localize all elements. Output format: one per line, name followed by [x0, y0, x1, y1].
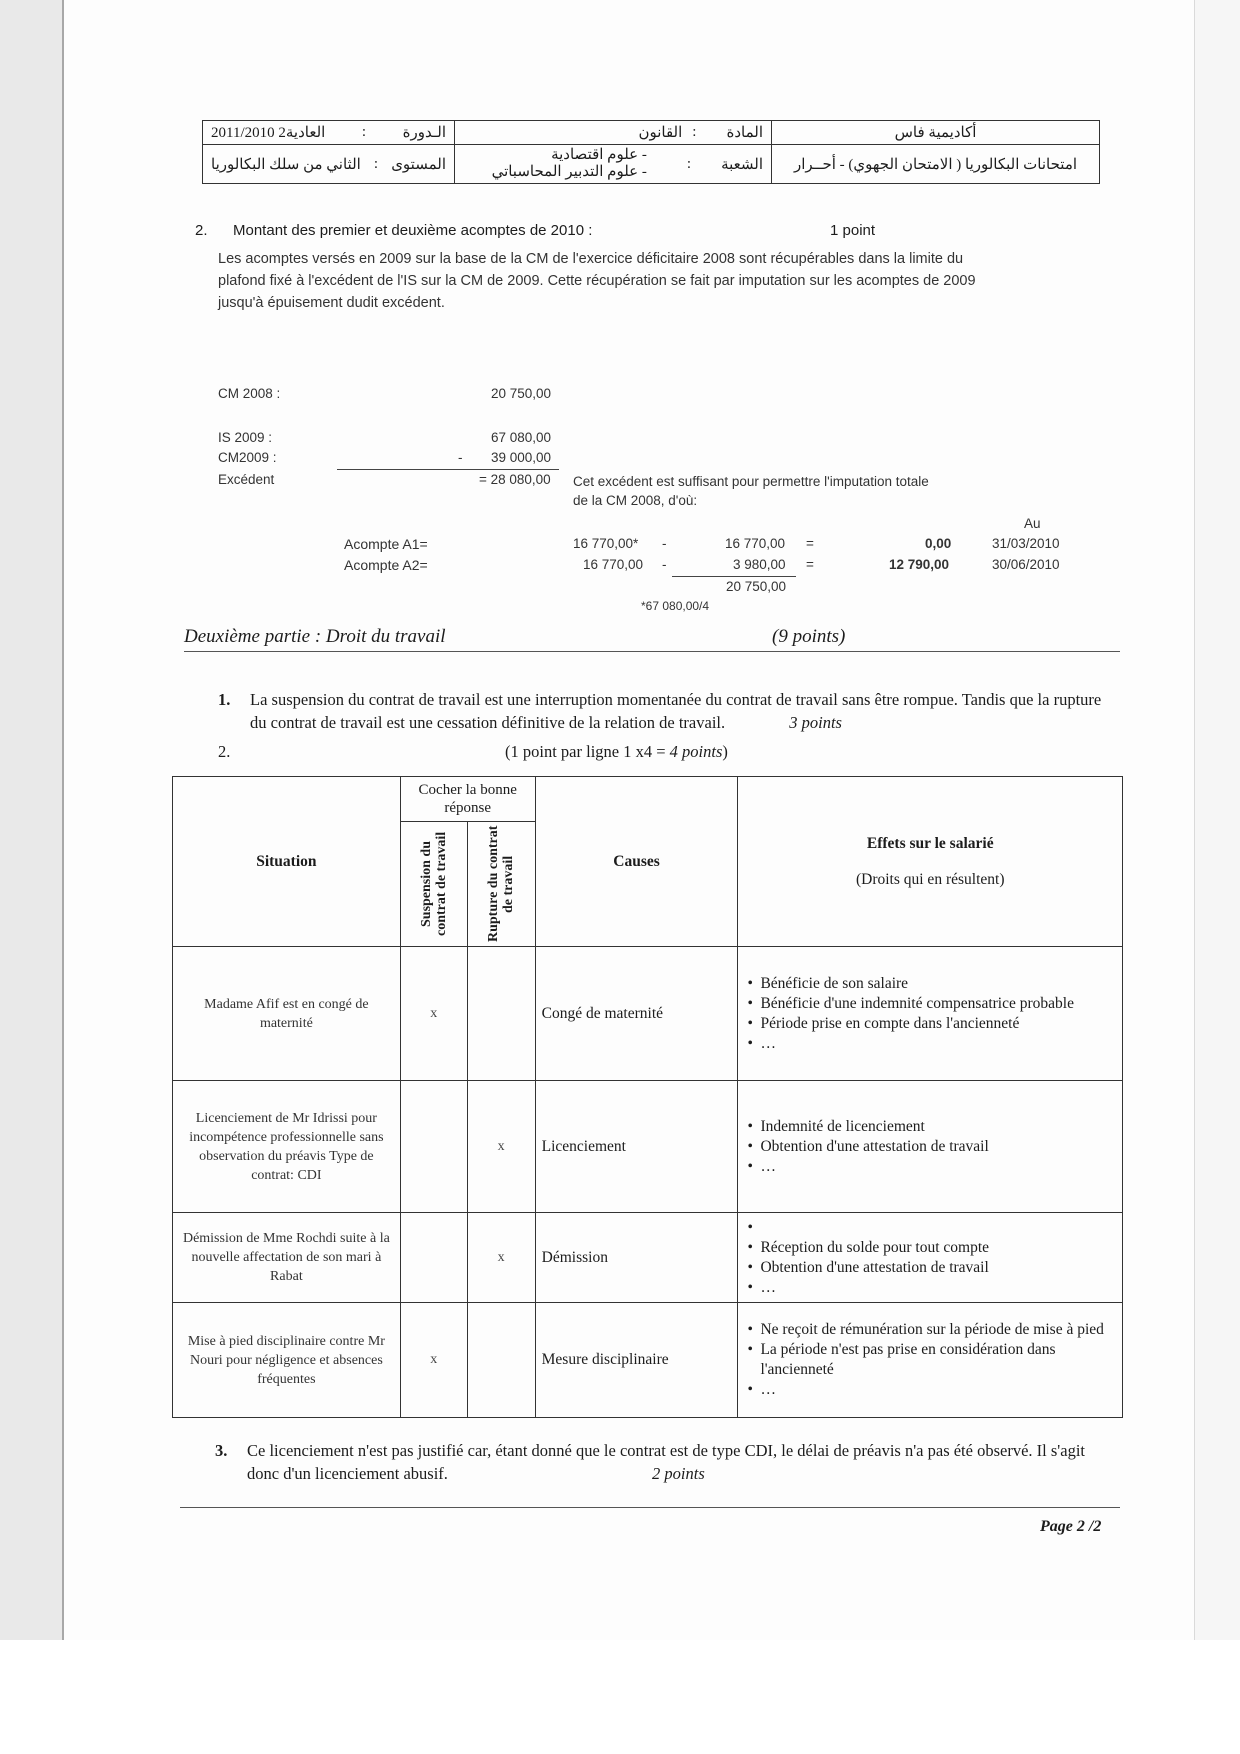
branch-value-2: - علوم التدبير المحاسباتي	[491, 164, 647, 180]
scan-bottom-margin	[0, 1640, 1196, 1754]
row2-effects	[738, 1081, 1123, 1213]
q1-points: 3 points	[789, 713, 842, 732]
effect-item: • La période n'est pas prise en considération dans l'ancienneté	[760, 1340, 1116, 1380]
part2-points: (9 points)	[772, 626, 846, 647]
section2-title: Montant des premier et deuxième acomptes de 2010 :	[233, 222, 593, 239]
excedent-label: Excédent	[218, 472, 275, 487]
header-subject-cell: المادة : القانون	[455, 121, 772, 145]
excedent-note-line2: de la CM 2008, d'où:	[573, 493, 698, 508]
section2-number: 2.	[195, 222, 208, 239]
row4-suspension-mark: x	[400, 1303, 467, 1418]
calc-subtotal-rule	[337, 469, 559, 470]
cm2009-label: CM2009 :	[218, 450, 277, 465]
row3-effects	[738, 1213, 1123, 1303]
acompte-a1-label: Acompte A1=	[344, 536, 428, 552]
branch-value-1: - علوم اقتصادية	[551, 147, 647, 163]
table-row	[173, 947, 1123, 1081]
row4-effects	[738, 1303, 1123, 1418]
row1-situation: Madame Afif est en congé de maternité	[173, 947, 401, 1081]
excedent-value: = 28 080,00	[479, 472, 551, 487]
row3-situation: Démission de Mme Rochdi suite à la nouvelle affectation de son mari à Rabat	[173, 1213, 401, 1303]
header-branch-cell: الشعبة : - علوم اقتصادية - علوم التدبير المحاسباتي	[455, 145, 772, 184]
part2-title-rule	[184, 651, 1120, 652]
q1-number: 1.	[218, 690, 231, 709]
header-session-cell: الـدورة : العادية2 2011/2010	[203, 121, 455, 145]
col-suspension-header: Suspension du contrat de travail	[400, 822, 467, 947]
section2-points: 1 point	[830, 222, 876, 239]
section2-paragraph: Les acomptes versés en 2009 sur la base de la CM de l'exercice déficitaire 2008 sont récupérables dans la limite du plafond fixé à l'excédent de l'IS sur la CM de 2009. Cette récupération se fait par imputation sur les acomptes de 2009 jusqu'à épuisement dudit excédent.	[218, 251, 976, 311]
sum-total: 20 750,00	[726, 579, 787, 594]
effets-title: Effets sur le salarié	[866, 834, 994, 852]
row3-rupture-mark: x	[467, 1213, 535, 1303]
effect-item: • Ne reçoit de rémunération sur la période de mise à pied	[760, 1320, 1116, 1340]
a2-date: 30/06/2010	[992, 557, 1060, 572]
effect-item: • …	[760, 1380, 1116, 1400]
table-row	[173, 1213, 1123, 1303]
cm2008-label: CM 2008 :	[218, 386, 281, 401]
row2-rupture-mark: x	[467, 1081, 535, 1213]
row2-cause: Licenciement	[535, 1081, 738, 1213]
excedent-note-line1: Cet excédent est suffisant pour permettre l'imputation totale	[573, 474, 929, 489]
is2009-value: 67 080,00	[491, 430, 552, 445]
question-3	[215, 1439, 1120, 1485]
header-level-cell: المستوى : الثاني من سلك البكالوريا	[203, 145, 455, 184]
level-value: الثاني من سلك البكالوريا	[211, 156, 361, 173]
row1-rupture-mark	[467, 947, 535, 1081]
question-1	[218, 688, 1120, 734]
part2-title: Deuxième partie : Droit du travail	[184, 626, 446, 647]
col-situation-header: Situation	[173, 777, 401, 947]
col-cocher-header: Cocher la bonne réponse	[400, 777, 535, 822]
effect-item: • …	[760, 1278, 1116, 1298]
effect-item: • Période prise en compte dans l'ancienneté	[760, 1014, 1116, 1034]
au-label: Au	[1024, 516, 1041, 531]
acompte-a2-label: Acompte A2=	[344, 557, 428, 573]
session-value: العادية2 2011/2010	[211, 125, 326, 141]
row4-rupture-mark	[467, 1303, 535, 1418]
row4-situation: Mise à pied disciplinaire contre Mr Nouri pour négligence et absences fréquentes	[173, 1303, 401, 1418]
a2-sum-rule	[672, 576, 796, 577]
effect-item: • …	[760, 1157, 1116, 1177]
academy-name: أكاديمية فاس	[772, 121, 1100, 145]
footer-rule	[180, 1507, 1120, 1508]
a1-base: 16 770,00*	[573, 536, 639, 551]
is2009-label: IS 2009 :	[218, 430, 273, 445]
scan-left-margin	[0, 0, 64, 1640]
exam-title: امتحانات البكالوريا ( الامتحان الجهوي) - أحــرار	[772, 145, 1100, 184]
row1-suspension-mark: x	[400, 947, 467, 1081]
effect-item: • Bénéficie d'une indemnité compensatrice probable	[760, 994, 1116, 1014]
effect-item: • Indemnité de licenciement	[760, 1117, 1116, 1137]
footnote: *67 080,00/4	[641, 599, 710, 613]
q2-number: 2.	[218, 742, 231, 761]
effect-item: • Réception du solde pour tout compte	[760, 1238, 1116, 1258]
effect-item: • Obtention d'une attestation de travail	[760, 1258, 1116, 1278]
effect-item: • …	[760, 1034, 1116, 1054]
col-rupture-header: Rupture du contrat de travail	[467, 822, 535, 947]
q3-text: Ce licenciement n'est pas justifié car, étant donné que le contrat est de type CDI, le délai de préavis n'a pas été observé. Il s'agit donc d'un licenciement abusif.	[247, 1441, 1085, 1483]
effect-item: • Bénéficie de son salaire	[760, 974, 1116, 994]
row2-suspension-mark	[400, 1081, 467, 1213]
a1-date: 31/03/2010	[992, 536, 1060, 551]
a2-base: 16 770,00	[583, 557, 644, 572]
row1-effects	[738, 947, 1123, 1081]
a1-result: 0,00	[925, 536, 952, 551]
a2-sub: 3 980,00	[733, 557, 786, 572]
q2-scoring: (1 point par ligne 1 x4 = 4 points)	[505, 742, 728, 761]
cm2009-value: 39 000,00	[491, 450, 552, 465]
row2-situation: Licenciement de Mr Idrissi pour incompétence professionnelle sans observation du préavis Type de contrat: CDI	[173, 1081, 401, 1213]
col-causes-header: Causes	[535, 777, 738, 947]
q1-text: La suspension du contrat de travail est une interruption momentanée du contrat de travail sans être rompue. Tandis que la rupture du contrat de travail est une cessation définitive de la relation de travail.	[250, 690, 1102, 732]
q3-number: 3.	[215, 1441, 228, 1460]
a2-result: 12 790,00	[889, 557, 950, 572]
scan-right-margin	[1194, 0, 1240, 1640]
session-label: الـدورة	[402, 125, 446, 141]
row3-cause: Démission	[535, 1213, 738, 1303]
row3-suspension-mark	[400, 1213, 467, 1303]
branch-label: الشعبة	[721, 156, 763, 173]
row4-cause: Mesure disciplinaire	[535, 1303, 738, 1418]
level-label: المستوى	[391, 156, 446, 173]
page-number: Page 2 /2	[1040, 1518, 1102, 1535]
table-row	[173, 1081, 1123, 1213]
effets-subtitle: (Droits qui en résultent)	[855, 870, 1005, 888]
cm2009-minus: -	[458, 450, 463, 465]
subject-value: القانون	[638, 125, 683, 141]
contract-situations-table	[172, 776, 1123, 1418]
col-effets-header	[738, 777, 1123, 947]
table-row	[173, 1303, 1123, 1418]
q3-points: 2 points	[652, 1464, 705, 1483]
cm2008-value: 20 750,00	[491, 386, 552, 401]
a1-sub: 16 770,00	[725, 536, 786, 551]
row1-cause: Congé de maternité	[535, 947, 738, 1081]
effect-item: • Obtention d'une attestation de travail	[760, 1137, 1116, 1157]
effect-item	[760, 1218, 1116, 1238]
exam-header-table	[202, 120, 1100, 184]
section2-heading	[195, 222, 592, 239]
subject-label: المادة	[726, 125, 763, 141]
